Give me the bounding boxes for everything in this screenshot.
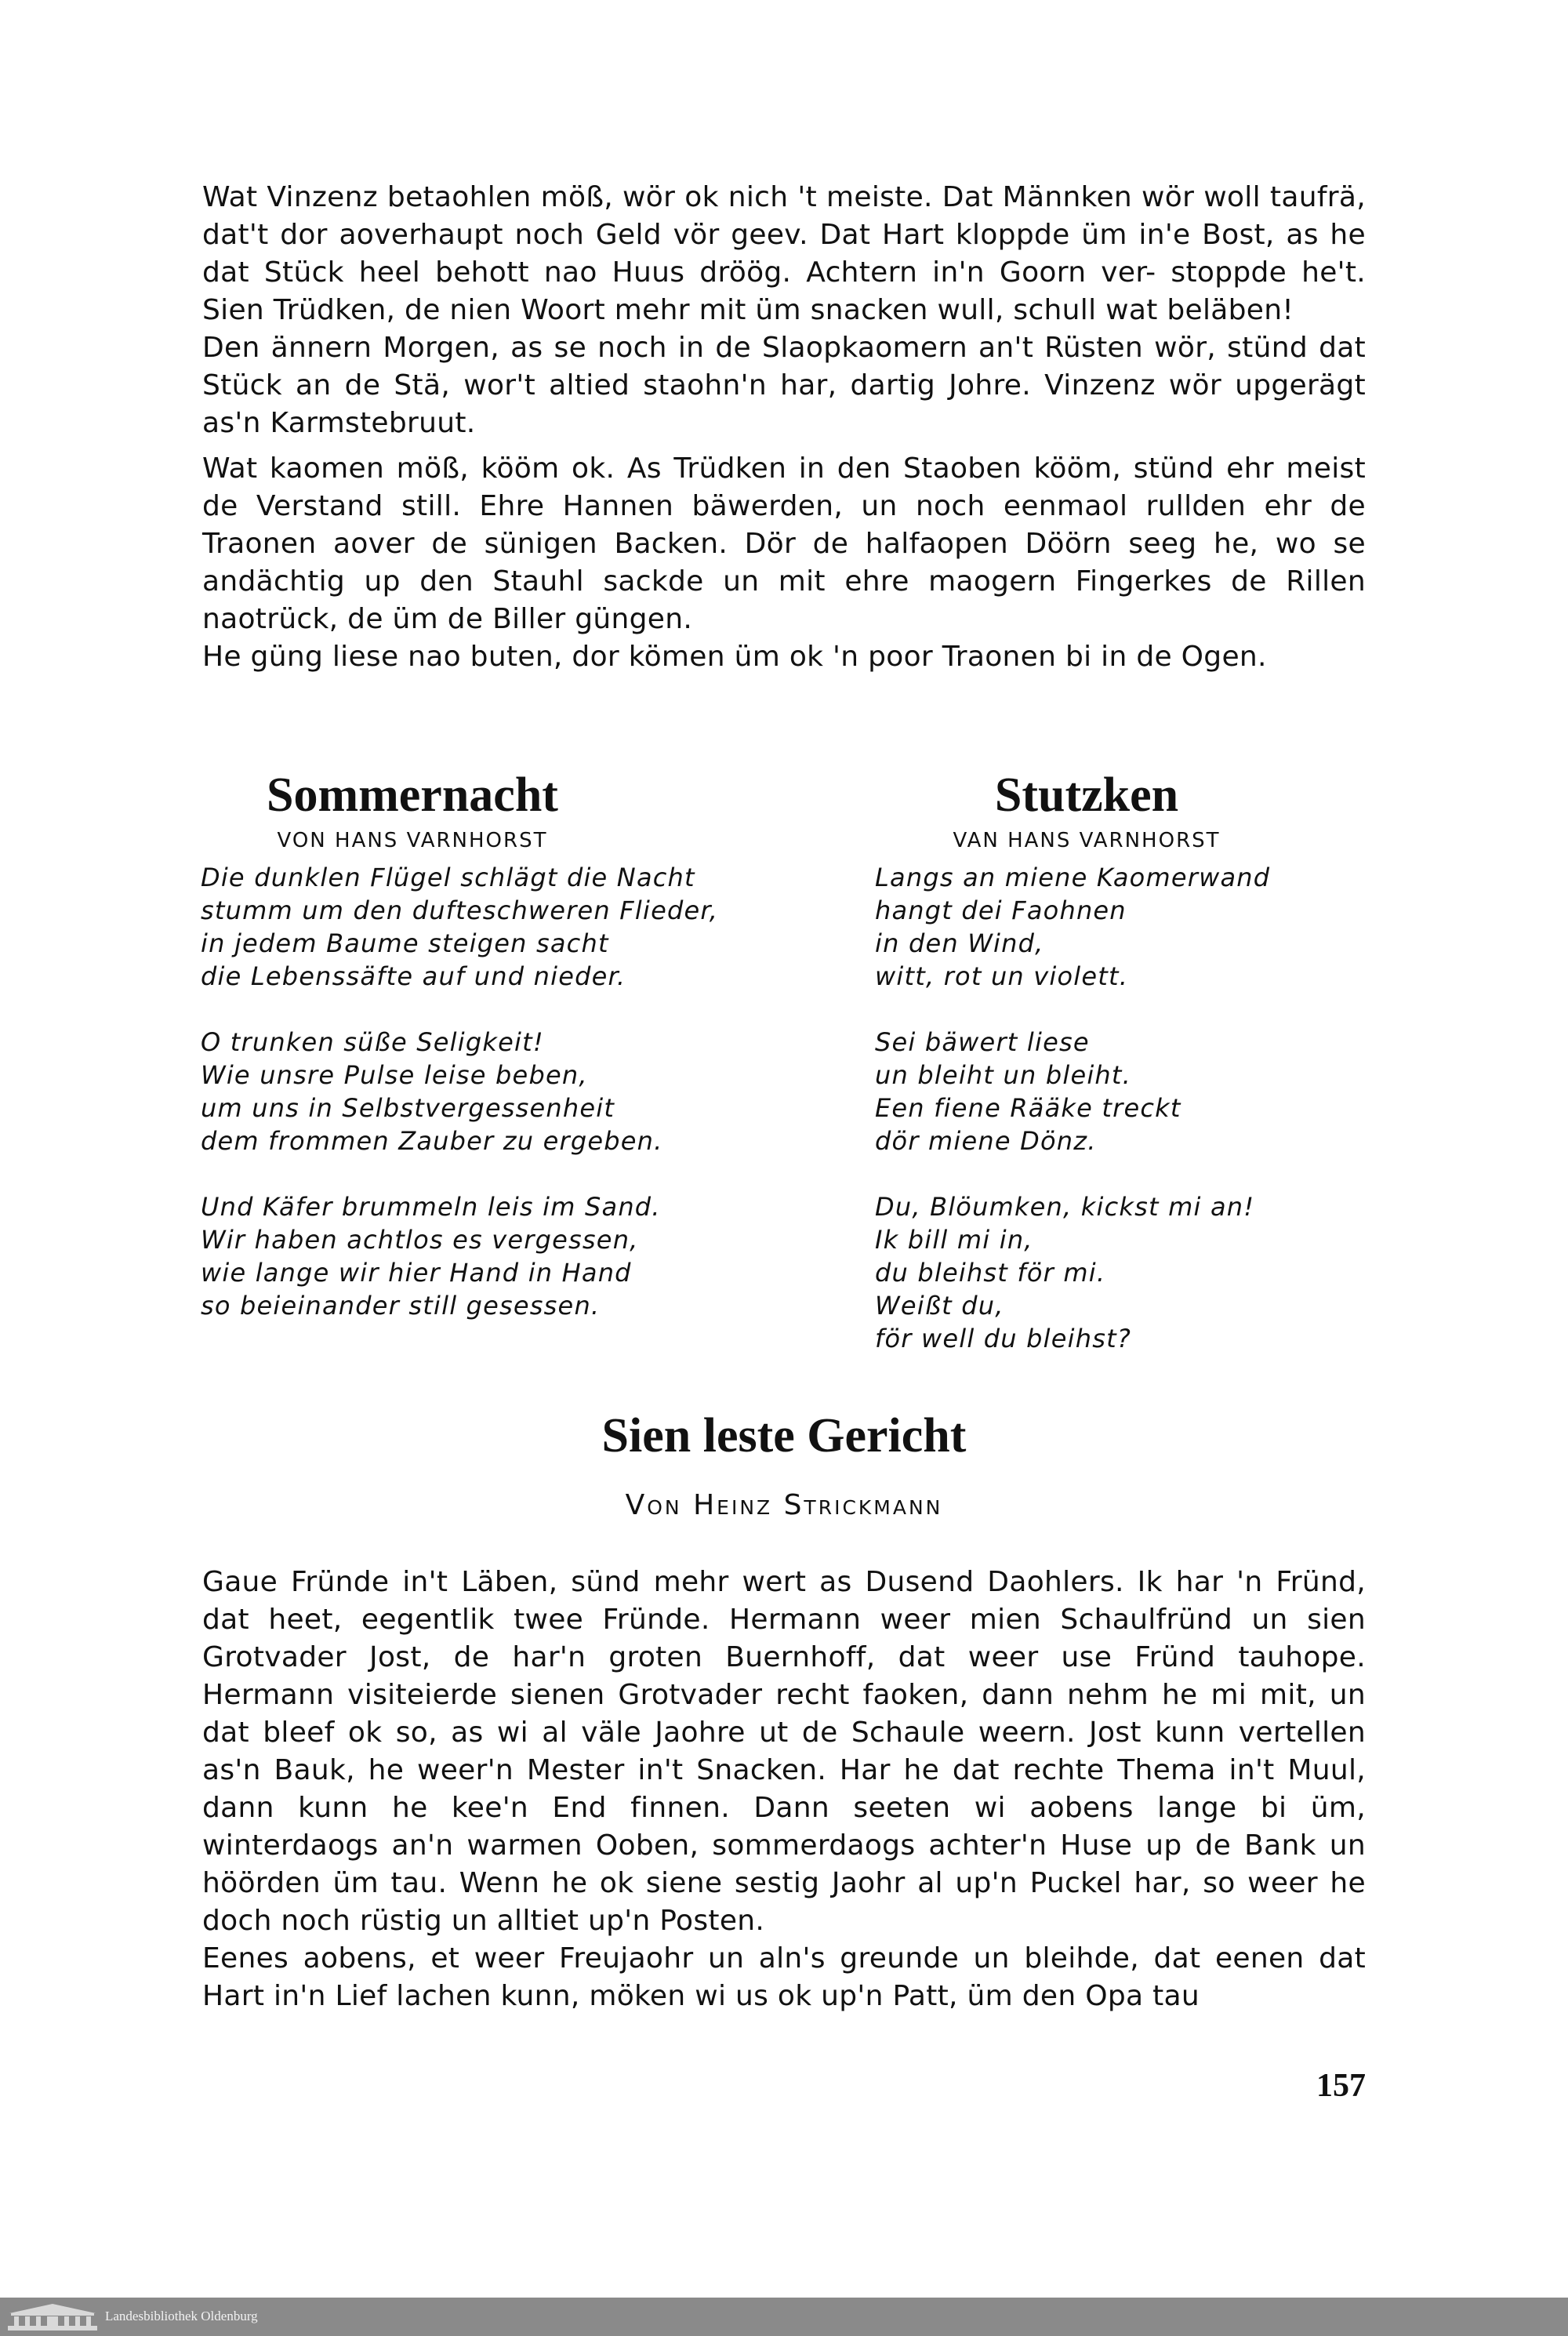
poem-title: Sommernacht bbox=[267, 768, 558, 822]
page-number: 157 bbox=[1316, 2068, 1366, 2104]
verse-line: Wir haben achtlos es vergessen, bbox=[201, 1225, 639, 1255]
text-line: He güng liese nao buten, dor kömen üm ok 'n poor Traonen bi in de Ogen. bbox=[202, 641, 1267, 673]
poem-stutzken bbox=[875, 767, 1439, 1388]
text-line: Puckel har, so weer he doch noch rüstig un alltiet up'n Posten. bbox=[202, 1867, 1366, 1937]
text-line: up de Bank un höörden üm tau. Wenn he ok siene sestig Jaohr al up'n bbox=[202, 1829, 1366, 1899]
text-line: meist de Verstand still. Ehre Hannen bäwerden, un noch eenmaol rullden bbox=[202, 452, 1367, 522]
stanza bbox=[201, 861, 765, 993]
library-building-icon bbox=[6, 2302, 99, 2332]
verse-line: dör miene Dönz. bbox=[875, 1126, 1097, 1156]
text-line: mi mit, un dat bleef ok so, as wi al väle Jaohre ut de Schaule weern. Jost bbox=[202, 1679, 1367, 1749]
verse-line: Sei bäwert liese bbox=[875, 1027, 1090, 1057]
stanza bbox=[875, 1190, 1439, 1355]
verse-line: dem frommen Zauber zu ergeben. bbox=[201, 1126, 663, 1156]
text-line: Thema in't Muul, dann kunn he kee'n End finnen. Dann seeten wi aobens bbox=[202, 1754, 1366, 1824]
poem-author: VON HANS VARNHORST bbox=[277, 829, 548, 852]
paragraph bbox=[202, 1564, 1366, 1940]
text-line: un sien Grotvader Jost, de har'n groten Buernhoff, dat weer use Fründ bbox=[202, 1604, 1366, 1673]
verse-line: du bleihst för mi. bbox=[875, 1258, 1106, 1288]
text-line: tauhope. Hermann visiteierde sienen Grotvader recht faoken, dann nehm he bbox=[202, 1641, 1366, 1711]
footer-bar bbox=[0, 2298, 1568, 2336]
text-line: dat Hart in'n Lief lachen kunn, möken wi us ok up'n Patt, üm den Opa tau bbox=[202, 1942, 1366, 2012]
text-line: dat Stück an de Stä, wor't altied staohn'n har, dartig Johre. Vinzenz wör bbox=[202, 332, 1367, 401]
text-line: Fründ, dat heet, eegentlik twee Fründe. Hermann weer mien Schaulfründ bbox=[202, 1566, 1366, 1636]
verse-line: die Lebenssäfte auf und nieder. bbox=[201, 961, 626, 991]
verse-line: Langs an miene Kaomerwand bbox=[875, 863, 1271, 892]
story-bottom-text bbox=[202, 1564, 1366, 2015]
verse-line: so beieinander still gesessen. bbox=[201, 1291, 601, 1321]
verse-line: Und Käfer brummeln leis im Sand. bbox=[201, 1192, 661, 1222]
verse-line: Ik bill mi in, bbox=[875, 1225, 1033, 1255]
poem-stanzas bbox=[201, 861, 765, 1322]
paragraph bbox=[202, 1940, 1366, 2015]
text-line: lange bi üm, winterdaogs an'n warmen Ooben, sommerdaogs achter'n Huse bbox=[202, 1792, 1366, 1862]
text-line: Wat Vinzenz betaohlen möß, wör ok nich 't meiste. Dat Männken wör woll bbox=[202, 181, 1261, 213]
verse-line: in jedem Baume steigen sacht bbox=[201, 928, 609, 958]
story-top-text bbox=[202, 179, 1366, 676]
text-line: ehr de Traonen aover de sünigen Backen. Dör de halfaopen Döörn seeg he, bbox=[202, 490, 1367, 560]
text-line: Bost, as he dat Stück heel behott nao Huus dröög. Achtern in'n Goorn ver- bbox=[202, 219, 1366, 289]
verse-line: Een fiene Rääke treckt bbox=[875, 1093, 1181, 1123]
stanza bbox=[875, 1026, 1439, 1157]
verse-line: Wie unsre Pulse leise beben, bbox=[201, 1060, 588, 1090]
text-line: stoppde he't. Sien Trüdken, de nien Woort mehr mit üm snacken wull, bbox=[202, 256, 1366, 326]
poem-sommernacht bbox=[201, 767, 765, 1355]
verse-line: Weißt du, bbox=[875, 1291, 1004, 1321]
verse-line: in den Wind, bbox=[875, 928, 1044, 958]
verse-line: stumm um den dufteschweren Flieder, bbox=[201, 896, 719, 925]
verse-line: wie lange wir hier Hand in Hand bbox=[201, 1258, 632, 1288]
text-line: schull wat beläben! bbox=[1013, 294, 1294, 326]
text-line: Eenes aobens, et weer Freujaohr un aln's greunde un bleihde, dat eenen bbox=[202, 1942, 1305, 1975]
story-title: Sien leste Gericht bbox=[601, 1409, 967, 1462]
text-line: wo se andächtig up den Stauhl sackde un mit ehre maogern Fingerkes de bbox=[202, 528, 1366, 598]
verse-line: O trunken süße Seligkeit! bbox=[201, 1027, 544, 1057]
verse-line: um uns in Selbstvergessenheit bbox=[201, 1093, 615, 1123]
poem-title: Stutzken bbox=[994, 768, 1179, 822]
paragraph bbox=[202, 329, 1366, 442]
verse-line: Die dunklen Flügel schlägt die Nacht bbox=[201, 863, 695, 892]
poem-author: VAN HANS VARNHORST bbox=[953, 829, 1221, 852]
verse-line: witt, rot un violett. bbox=[875, 961, 1129, 991]
paragraph bbox=[202, 179, 1366, 329]
stanza bbox=[201, 1190, 765, 1322]
stanza bbox=[875, 861, 1439, 993]
paragraph bbox=[202, 638, 1366, 676]
story-author: Von Heinz Strickmann bbox=[625, 1489, 943, 1521]
text-line: upgerägt as'n Karmstebruut. bbox=[202, 369, 1366, 439]
text-line: taufrä, dat't dor aoverhaupt noch Geld vör geev. Dat Hart kloppde üm in'e bbox=[202, 181, 1366, 251]
library-name: Landesbibliothek Oldenburg bbox=[105, 2309, 258, 2323]
verse-line: Du, Blöumken, kickst mi an! bbox=[875, 1192, 1255, 1222]
verse-line: för well du bleihst? bbox=[875, 1324, 1132, 1353]
text-line: kunn vertellen as'n Bauk, he weer'n Mester in't Snacken. Har he dat rechte bbox=[202, 1717, 1366, 1786]
verse-line: un bleiht un bleiht. bbox=[875, 1060, 1132, 1090]
text-line: Wat kaomen möß, kööm ok. As Trüdken in den Staoben kööm, stünd ehr bbox=[202, 452, 1274, 485]
stanza bbox=[201, 1026, 765, 1157]
poem-stanzas bbox=[875, 861, 1439, 1355]
text-line: Rillen naotrück, de üm de Biller güngen. bbox=[202, 565, 1366, 635]
verse-line: hangt dei Faohnen bbox=[875, 896, 1127, 925]
text-line: Den ännern Morgen, as se noch in de Slaopkaomern an't Rüsten wör, stünd bbox=[202, 332, 1308, 364]
text-line: Gaue Fründe in't Läben, sünd mehr wert as Dusend Daohlers. Ik har 'n bbox=[202, 1566, 1263, 1598]
paragraph bbox=[202, 450, 1366, 638]
story-heading bbox=[0, 1401, 1568, 1529]
